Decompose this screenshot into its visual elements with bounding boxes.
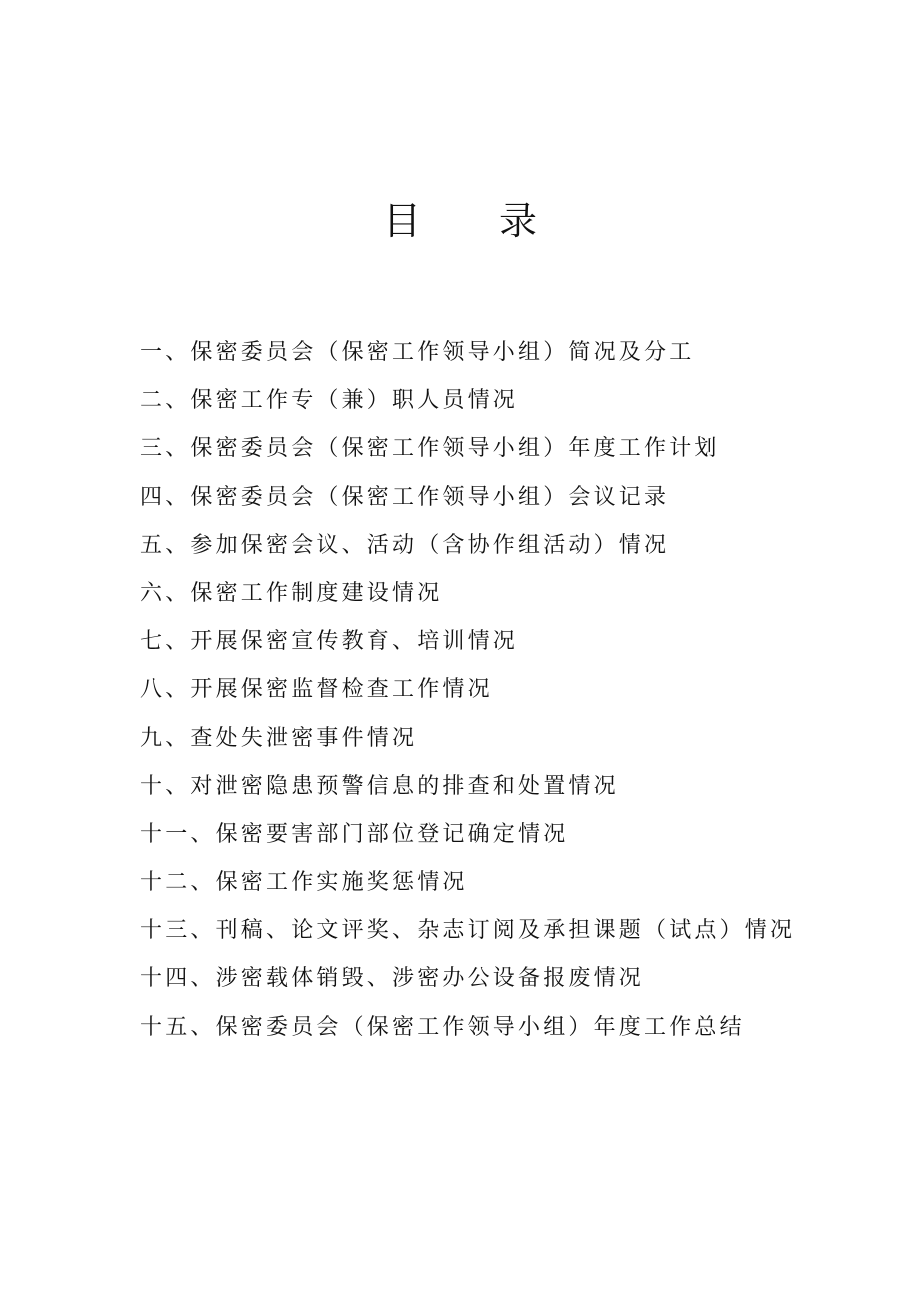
toc-item-14: 十四、涉密载体销毁、涉密办公设备报废情况 xyxy=(140,966,645,992)
toc-item-9: 九、查处失泄密事件情况 xyxy=(140,725,418,751)
toc-item-3: 三、保密委员会（保密工作领导小组）年度工作计划 xyxy=(140,436,720,462)
toc-item-4: 四、保密委员会（保密工作领导小组）会议记录 xyxy=(140,484,670,510)
toc-item-2: 二、保密工作专（兼）职人员情况 xyxy=(140,388,519,414)
toc-item-10: 十、对泄密隐患预警信息的排查和处置情况 xyxy=(140,773,619,799)
toc-item-15: 十五、保密委员会（保密工作领导小组）年度工作总结 xyxy=(140,1014,745,1040)
toc-item-6: 六、保密工作制度建设情况 xyxy=(140,580,443,606)
toc-item-1: 一、保密委员会（保密工作领导小组）简况及分工 xyxy=(140,340,695,365)
toc-item-8: 八、开展保密监督检查工作情况 xyxy=(140,677,493,703)
toc-item-5: 五、参加保密会议、活动（含协作组活动）情况 xyxy=(140,532,670,558)
toc-item-13: 十三、刊稿、论文评奖、杂志订阅及承担课题（试点）情况 xyxy=(140,918,796,944)
toc-item-12: 十二、保密工作实施奖惩情况 xyxy=(140,870,468,896)
page-title: 目录 xyxy=(382,199,615,243)
toc-item-7: 七、开展保密宣传教育、培训情况 xyxy=(140,629,519,655)
table-of-contents xyxy=(140,334,880,1057)
toc-item-11: 十一、保密要害部门部位登记确定情况 xyxy=(140,821,569,847)
